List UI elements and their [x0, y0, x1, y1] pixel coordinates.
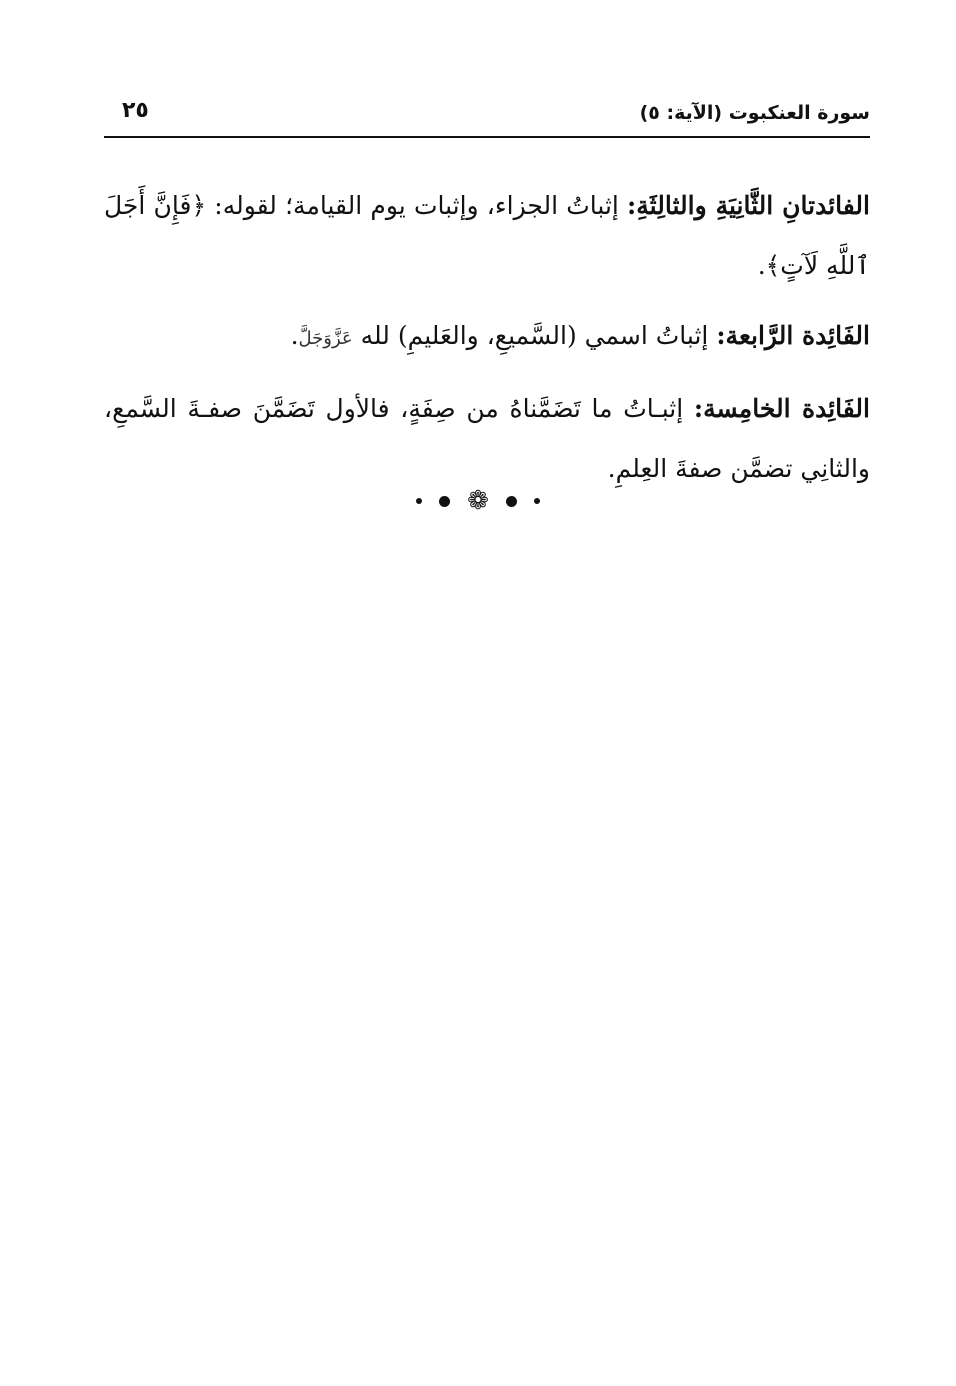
benefit-label: الفَائِدة الرَّابعة: — [716, 321, 870, 350]
period: . — [757, 251, 766, 280]
page-number: ٢٥ — [122, 98, 149, 123]
flower-ornament-icon: ❁ — [467, 486, 489, 516]
benefit-label: الفَائِدة الخامِسة: — [693, 394, 870, 423]
benefit-label: الفائدتانِ الثَّانِيَةِ والثالِثَةِ: — [627, 191, 870, 220]
period: . — [290, 321, 299, 350]
paragraph-text: إثبـاتُ ما تَضَمَّناهُ من صِفَةٍ، فالأول تَضَمَّنَ صفـةَ السَّمعِ، والثانِي تضمَّن صفةَ العِلمِ. — [104, 394, 870, 483]
page-body — [104, 176, 870, 509]
dot-icon — [534, 498, 540, 504]
dot-icon — [506, 496, 517, 507]
page-header — [104, 96, 870, 138]
quran-quote: ﴿فَإِنَّ أَجَلَ ٱللَّهِ لَآتٍ﴾ — [104, 191, 870, 280]
dot-icon — [416, 498, 422, 504]
paragraph-text: إثباتُ الجزاء، وإثبات يوم القيامة؛ لقوله: — [206, 191, 628, 220]
glorification-phrase: عَزَّوَجَلَّ — [298, 328, 353, 349]
paragraph-benefit-4 — [104, 306, 870, 369]
dot-icon — [439, 496, 450, 507]
paragraph-benefits-2-3 — [104, 176, 870, 296]
section-separator — [0, 488, 956, 514]
paragraph-benefit-5 — [104, 379, 870, 499]
chapter-title: سورة العنكبوت (الآية: ٥) — [639, 102, 870, 124]
paragraph-text: إثباتُ اسمي (السَّميعِ، والعَليمِ) لله — [352, 321, 717, 350]
